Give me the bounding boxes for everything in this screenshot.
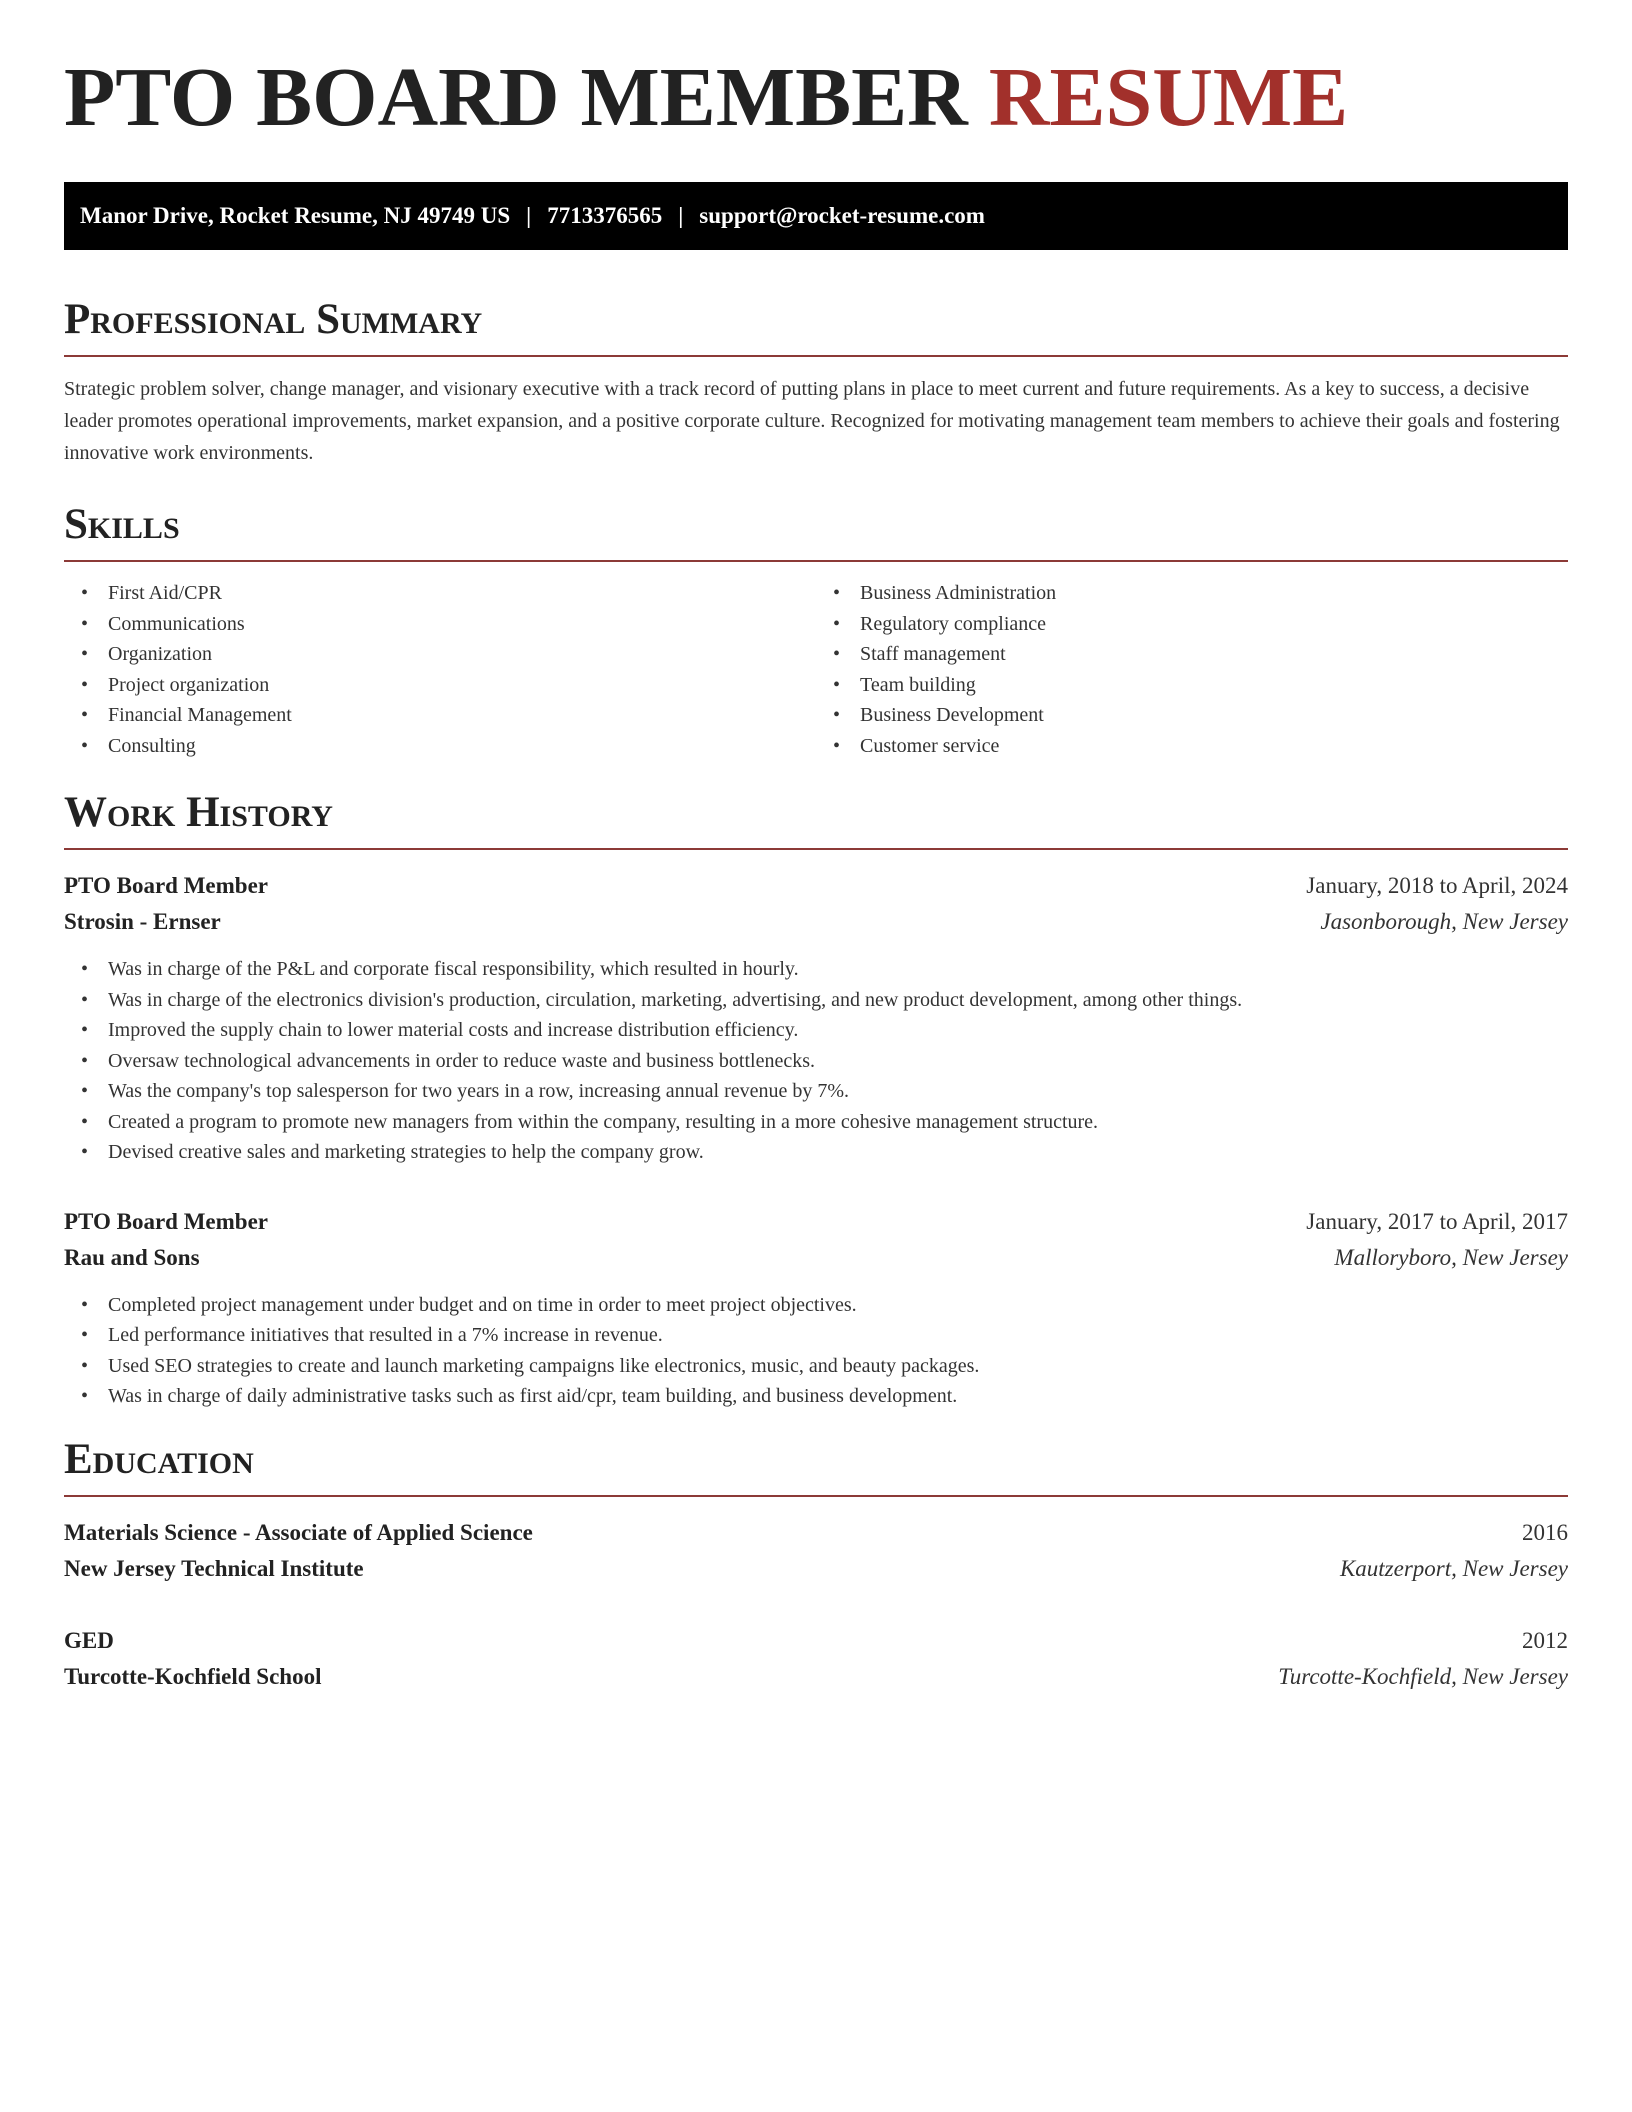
job-title: PTO Board Member — [64, 873, 268, 898]
job-company-row — [64, 904, 1568, 940]
section-divider — [64, 560, 1568, 562]
education-location: Kautzerport, New Jersey — [1339, 1555, 1568, 1581]
skill-item: • Project organization — [108, 670, 816, 701]
contact-email: support@rocket-resume.com — [699, 203, 985, 228]
education-location: Turcotte-Kochfield, New Jersey — [1278, 1663, 1568, 1689]
job-entry — [64, 868, 1568, 1168]
skill-item: • First Aid/CPR — [108, 578, 816, 609]
education-heading: Education — [64, 1435, 254, 1483]
job-bullet: • Was in charge of daily administrative tasks such as first aid/cpr, team building, and business development. — [108, 1381, 1568, 1412]
skill-item: • Financial Management — [108, 700, 816, 731]
job-location: Malloryboro, New Jersey — [1334, 1244, 1568, 1270]
skill-item: • Organization — [108, 639, 816, 670]
skills-grid — [64, 578, 1568, 761]
page-title — [64, 51, 1568, 144]
education-degree-row — [64, 1515, 1568, 1551]
job-location: Jasonborough, New Jersey — [1320, 909, 1568, 934]
section-divider — [64, 848, 1568, 850]
job-header-row — [64, 868, 1568, 904]
job-title: PTO Board Member — [64, 1208, 268, 1234]
job-bullet: • Used SEO strategies to create and launch marketing campaigns like electronics, music, and beauty packages. — [108, 1351, 1568, 1382]
job-bullet: • Was in charge of the electronics division's production, circulation, marketing, advertising, and new product development, among other things. — [108, 985, 1568, 1016]
title-main: PTO BOARD MEMBER — [64, 51, 968, 144]
skills-section — [64, 503, 1568, 761]
skill-item: • Team building — [860, 670, 1568, 701]
education-school: Turcotte-Kochfield School — [64, 1663, 322, 1689]
contact-separator: | — [526, 203, 532, 228]
skill-item: • Business Development — [860, 700, 1568, 731]
contact-bar — [64, 182, 1568, 250]
education-entry — [64, 1515, 1568, 1587]
summary-section — [64, 298, 1568, 469]
contact-separator: | — [678, 203, 684, 228]
summary-heading: Professional Summary — [64, 296, 483, 343]
education-entry — [64, 1623, 1568, 1695]
education-year: 2012 — [1522, 1627, 1568, 1653]
job-bullet: • Devised creative sales and marketing strategies to help the company grow. — [108, 1137, 1568, 1168]
skills-list-left — [64, 578, 816, 761]
job-bullets — [64, 1290, 1568, 1412]
skills-heading: Skills — [64, 501, 180, 548]
skill-item: • Regulatory compliance — [860, 609, 1568, 640]
job-entry — [64, 1204, 1568, 1412]
education-degree-row — [64, 1623, 1568, 1659]
job-dates: January, 2018 to April, 2024 — [1306, 873, 1568, 898]
skill-item: • Business Administration — [860, 578, 1568, 609]
skill-item: • Staff management — [860, 639, 1568, 670]
contact-address: Manor Drive, Rocket Resume, NJ 49749 US — [80, 203, 511, 228]
section-divider — [64, 1495, 1568, 1497]
education-year: 2016 — [1522, 1519, 1568, 1545]
education-school: New Jersey Technical Institute — [64, 1555, 364, 1581]
contact-phone: 7713376565 — [547, 203, 663, 228]
job-bullet: • Improved the supply chain to lower material costs and increase distribution efficiency. — [108, 1015, 1568, 1046]
job-company: Rau and Sons — [64, 1244, 200, 1270]
job-header-row — [64, 1204, 1568, 1240]
job-dates: January, 2017 to April, 2017 — [1306, 1208, 1568, 1234]
education-degree: Materials Science - Associate of Applied Science — [64, 1519, 533, 1545]
education-school-row — [64, 1551, 1568, 1587]
skill-item: • Consulting — [108, 731, 816, 762]
job-bullet: • Oversaw technological advancements in order to reduce waste and business bottlenecks. — [108, 1046, 1568, 1077]
job-company: Strosin - Ernser — [64, 909, 221, 934]
job-bullet: • Completed project management under budget and on time in order to meet project objectives. — [108, 1290, 1568, 1321]
education-section — [64, 1435, 1568, 1695]
section-divider — [64, 355, 1568, 357]
education-school-row — [64, 1659, 1568, 1695]
skill-item: • Communications — [108, 609, 816, 640]
education-degree: GED — [64, 1627, 114, 1653]
job-bullet: • Led performance initiatives that resulted in a 7% increase in revenue. — [108, 1320, 1568, 1351]
job-bullet: • Was in charge of the P&L and corporate fiscal responsibility, which resulted in hourly. — [108, 954, 1568, 985]
skill-item: • Customer service — [860, 731, 1568, 762]
title-accent: RESUME — [988, 51, 1349, 144]
job-bullets — [64, 954, 1568, 1168]
skills-list-right — [816, 578, 1568, 761]
work-history-section — [64, 791, 1568, 1412]
job-bullet: • Was the company's top salesperson for two years in a row, increasing annual revenue by 7%. — [108, 1076, 1568, 1107]
work-history-heading: Work History — [64, 789, 333, 836]
summary-text: Strategic problem solver, change manager, and visionary executive with a track record of putting plans in place to meet current and future requirements. As a key to success, a decisive leader promotes operational improvements, market expansion, and a positive corporate culture. Recognized for motivating management team members to achieve their goals and fostering innovative work environments. — [64, 378, 1560, 464]
job-company-row — [64, 1240, 1568, 1276]
job-bullet: • Created a program to promote new managers from within the company, resulting in a more cohesive management structure. — [108, 1107, 1568, 1138]
